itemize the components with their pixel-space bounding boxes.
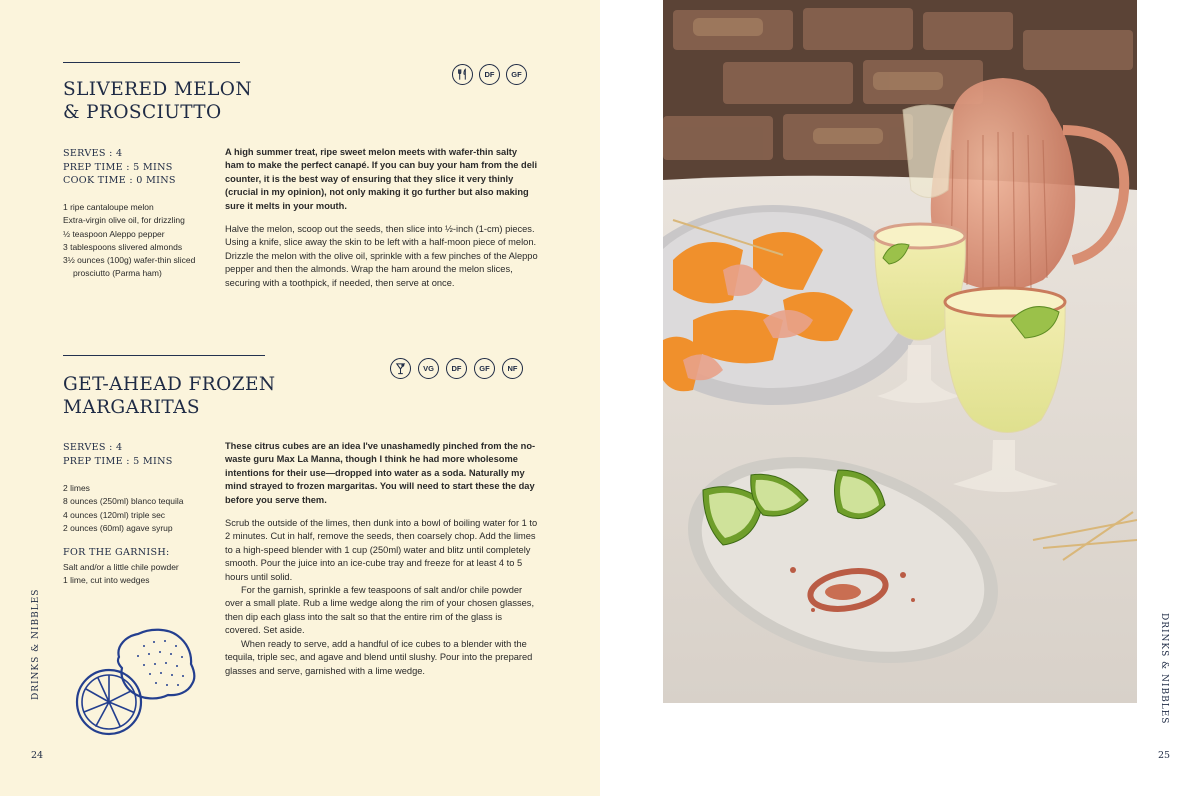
gluten-free-badge: GF — [506, 64, 527, 85]
lemon-illustration — [72, 624, 200, 742]
recipe2-intro: These citrus cubes are an idea I've unashamedly pinched from the no-waste guru Max La Manna, though I think he had more wholesome intentions for their use—dropped into water as a soda. Naturally my mind strayed to frozen margaritas. You will need to start these the day before you serve them. — [225, 441, 536, 505]
page-number-right: 25 — [1158, 750, 1171, 761]
ingredient-item: 4 ounces (120ml) triple sec — [63, 509, 166, 520]
section-label-left: DRINKS & NIBBLES — [31, 588, 41, 700]
recipe1-method-step: Halve the melon, scoop out the seeds, then slice into ½-inch (1-cm) pieces. Using a knife, slice away the skin to be left with a half-moon piece of melon. Drizzle the melon with the olive oil, sprinkle with a few pinches of the Aleppo pepper and then the almonds. Wrap the ham around the melon slices, securing with a toothpick, if needed, then serve at once. — [225, 224, 538, 288]
ingredient-item: 1 lime, cut into wedges — [63, 575, 150, 586]
recipe1-diet-badges — [452, 64, 527, 85]
ingredient-item: Salt and/or a little chile powder — [63, 562, 179, 572]
recipe2-ingredients — [63, 482, 213, 535]
ingredient-item: 1 ripe cantaloupe melon — [63, 202, 154, 212]
recipe2-serves: SERVES : 4 — [63, 442, 123, 453]
recipe1-cook-time: COOK TIME : 0 MINS — [63, 175, 176, 186]
recipe2-top-rule — [63, 355, 265, 356]
recipe1-ingredients — [63, 201, 213, 281]
ingredient-item: 3 tablespoons slivered almonds — [63, 241, 183, 252]
cocktail-glass-icon — [390, 358, 411, 379]
recipe1-title-line1: SLIVERED MELON — [63, 79, 252, 100]
recipe1-meta — [63, 147, 176, 188]
section-label-right: DRINKS & NIBBLES — [1159, 613, 1169, 725]
ingredient-item: ½ teaspoon Aleppo pepper — [63, 228, 165, 239]
recipe1-serves: SERVES : 4 — [63, 148, 123, 159]
dairy-free-badge: DF — [446, 358, 467, 379]
recipe2-prep-time: PREP TIME : 5 MINS — [63, 455, 173, 467]
page-number-left: 24 — [31, 750, 44, 761]
recipe2-method-step: When ready to serve, add a handful of ice cubes to a blender with the tequila, triple sec, and agave and blend until slushy. Pour into the prepared glasses and serve, garnished with a lime wedge. — [225, 638, 533, 676]
nut-free-badge: NF — [502, 358, 523, 379]
recipe2-method-step: For the garnish, sprinkle a few teaspoons of salt and/or chile powder over a small plate. Rub a lime wedge along the rim of your chosen glasses, then dip each glass into the salt so that the entire rim of the glass is covered. Set aside. — [225, 585, 535, 636]
recipe2-meta — [63, 441, 173, 468]
fork-knife-icon — [452, 64, 473, 85]
ingredient-item: Extra-virgin olive oil, for drizzling — [63, 215, 185, 226]
recipe2-title — [63, 373, 275, 419]
recipe2-title-line2: MARGARITAS — [63, 397, 200, 418]
garnish-ingredients — [63, 561, 213, 588]
recipe1-text — [225, 146, 538, 300]
recipe1-prep-time: PREP TIME : 5 MINS — [63, 161, 173, 173]
gluten-free-badge: GF — [474, 358, 495, 379]
ingredient-item: 2 limes — [63, 483, 90, 493]
recipe2-method-step: Scrub the outside of the limes, then dunk into a bowl of boiling water for 1 to 2 minutes. Cut in half, remove the seeds, then coarsely chop. Add the limes to a high-speed blender with 1 cup (250ml) water and blitz until completely smooth. Pour the juice into an ice-cube tray and freeze for at least 4 to 5 hours until solid. — [225, 518, 538, 582]
recipe2-text — [225, 440, 538, 678]
recipe1-top-rule — [63, 62, 240, 63]
recipe1-intro: A high summer treat, ripe sweet melon meets with wafer-thin salty ham to make the perfect canapé. If you can buy your ham from the deli counter, it is the best way of ensuring that they slice it very thinly (crucial in my opinion), not only making it go further but also making sure it melts in your mouth. — [225, 147, 538, 211]
ingredient-item: 8 ounces (250ml) blanco tequila — [63, 496, 184, 507]
recipe1-title-line2: & PROSCIUTTO — [63, 102, 222, 123]
garnish-heading: FOR THE GARNISH: — [63, 547, 170, 558]
dairy-free-badge: DF — [479, 64, 500, 85]
vegan-badge: VG — [418, 358, 439, 379]
recipe2-title-line1: GET-AHEAD FROZEN — [63, 374, 276, 395]
margarita-photo — [663, 0, 1137, 703]
ingredient-item: 2 ounces (60ml) agave syrup — [63, 522, 173, 533]
recipe1-title — [63, 78, 252, 124]
ingredient-item: 3½ ounces (100g) wafer-thin sliced prosciutto (Parma ham) — [63, 255, 196, 279]
recipe2-diet-badges — [390, 358, 523, 379]
